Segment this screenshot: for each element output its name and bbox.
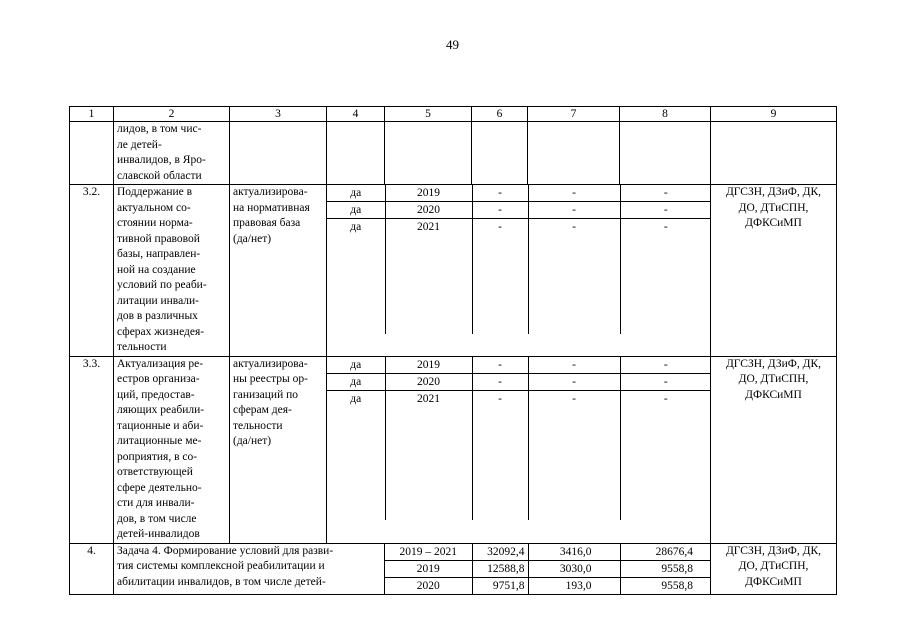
row-number: 4. [70,543,114,594]
header-cell: 7 [528,107,620,122]
table-row-3-2 [70,185,837,357]
executors: ДГСЗН, ДЗиФ, ДК, ДО, ДТиСПН, ДФКСиМП [711,543,837,594]
sub-row: 2020 9751,8 193,0 9558,8 [385,577,711,594]
page-number: 49 [446,37,459,52]
year-subtable [327,185,711,334]
sub-row: да 2021 - - - [327,219,711,335]
table-row-4 [70,543,837,594]
task-title: Задача 4. Формирование условий для разви- тия системы комплексной реабилитации и абилитации инвалидов, в том числе детей- [114,543,385,594]
funding-subtable [385,544,711,594]
header-cell: 9 [711,107,837,122]
header-cell: 2 [114,107,230,122]
continuation-text: лидов, в том чис- ле детей- инвалидов, в Яро- славской области [114,122,230,185]
header-cell: 5 [385,107,472,122]
program-table [69,106,837,595]
header-cell: 8 [620,107,711,122]
measure-name: Актуализация ре- естров организа- ций, предостав- ляющих реабили- тационные и аби- литационные ме- роприятия, в со- ответствующей сфере деятельно- сти для инвали- дов, в том числе детей-инвалидов [114,356,230,543]
continuation-row [70,122,837,185]
sub-row: да 2021 - - - [327,390,711,520]
indicator: актуализирова- на нормативная правовая база (да/нет) [230,185,327,357]
year-subtable [327,357,711,520]
executors: ДГСЗН, ДЗиФ, ДК, ДО, ДТиСПН, ДФКСиМП [711,356,837,543]
executors: ДГСЗН, ДЗиФ, ДК, ДО, ДТиСПН, ДФКСиМП [711,185,837,357]
measure-name: Поддержание в актуальном со- стоянии норма- тивной правовой базы, направлен- ной на создание условий по реаби- литации инвали- дов в различных сферах жизнедея- тельности [114,185,230,357]
header-cell: 4 [327,107,385,122]
row-number: 3.3. [70,356,114,543]
row-number: 3.2. [70,185,114,357]
header-cell: 6 [472,107,528,122]
indicator: актуализирова- ны реестры ор- ганизаций по сферам дея- тельности (да/нет) [230,356,327,543]
sub-row: да 2019 - - - [327,357,711,374]
header-cell: 3 [230,107,327,122]
sub-row: 2019 12588,8 3030,0 9558,8 [385,560,711,577]
sub-row: да 2019 - - - [327,185,711,202]
header-cell: 1 [70,107,114,122]
sub-row: да 2020 - - - [327,373,711,390]
table-row-3-3 [70,356,837,543]
header-row [70,107,837,122]
sub-row: да 2020 - - - [327,202,711,219]
sub-row: 2019 – 2021 32092,4 3416,0 28676,4 [385,544,711,561]
